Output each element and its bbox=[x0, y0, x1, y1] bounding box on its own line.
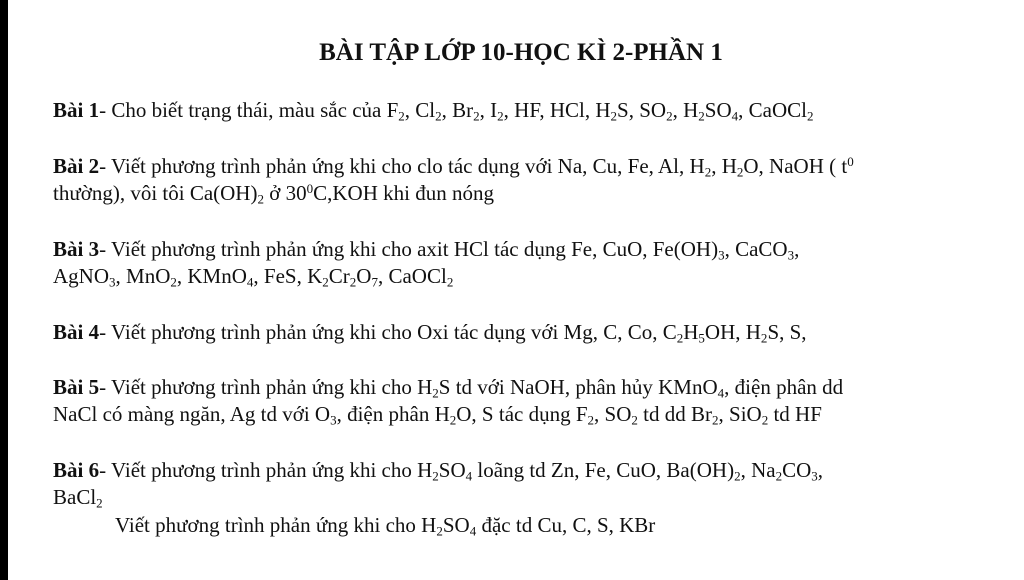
exercise-line: BaCl$_2$ bbox=[53, 485, 103, 511]
exercise-label: Bài 2 bbox=[53, 154, 100, 178]
exercise-line bbox=[53, 374, 993, 401]
exercise-5 bbox=[53, 374, 993, 428]
exercise-text: - Viết phương trình phản ứng khi cho $H_2SO_4$ loãng td Zn, Fe, CuO, $Ba(OH)_2$, $Na_2CO_3$, bbox=[99, 458, 824, 484]
exercise-text: - Viết phương trình phản ứng khi cho clo tác dụng với Na, Cu, Fe, Al, $H_2$, $H_2O$, NaOH ( $t^0$ bbox=[99, 153, 854, 180]
exercise-4 bbox=[53, 319, 993, 346]
exercise-line bbox=[53, 457, 993, 484]
exercise-label: Bài 5 bbox=[53, 375, 100, 399]
exercise-line: AgNO$_3$, MnO$_2$, KMnO$_4$, FeS, $K_2Cr_2O_7$, CaOCl$_2$ bbox=[53, 264, 454, 290]
exercise-6 bbox=[53, 457, 993, 511]
exercise-6-extra bbox=[115, 512, 1024, 539]
exercise-line: NaCl có màng ngăn, Ag td với $O_3$, điện phân $H_2O$, S tác dụng $F_2$, $SO_2$ td dd $Br_2$, SiO$_2$ td HF bbox=[53, 402, 822, 428]
exercise-label: Bài 3 bbox=[53, 237, 100, 261]
exercise-text: - Viết phương trình phản ứng khi cho $H_2S$ td với NaOH, phân hủy KMnO$_4$, điện phân dd bbox=[99, 375, 844, 401]
exercise-label: Bài 1 bbox=[53, 98, 100, 122]
exercise-line: thường), vôi tôi $Ca(OH)_2$ ở $30^0C,KOH$ khi đun nóng bbox=[53, 180, 494, 207]
exercise-line bbox=[53, 319, 993, 346]
exercise-line bbox=[53, 153, 993, 180]
exercise-text: - Cho biết trạng thái, màu sắc của $F_2$, $Cl_2$, $Br_2$, $I_2$, HF, HCl, $H_2S$, $SO_2$, $H_2SO_4$, CaOCl$_2$ bbox=[99, 98, 814, 124]
exercise-1 bbox=[53, 97, 993, 124]
exercise-2 bbox=[53, 153, 993, 207]
exercise-3 bbox=[53, 236, 993, 290]
exercise-line bbox=[53, 236, 993, 263]
exercise-line bbox=[53, 97, 993, 124]
exercise-line: Viết phương trình phản ứng khi cho $H_2SO_4$ đặc td Cu, C, S, KBr bbox=[115, 513, 656, 539]
exercise-label: Bài 4 bbox=[53, 320, 100, 344]
page-title: BÀI TẬP LỚP 10-HỌC KÌ 2-PHẦN 1 bbox=[319, 39, 723, 66]
document-page bbox=[8, 0, 1024, 580]
exercise-label: Bài 6 bbox=[53, 458, 100, 482]
exercise-text: - Viết phương trình phản ứng khi cho axit HCl tác dụng Fe, CuO, $Fe(OH)_3$, CaCO$_3$, bbox=[99, 237, 800, 263]
exercise-text: - Viết phương trình phản ứng khi cho Oxi tác dụng với Mg, C, Co, $C_2H_5OH$, $H_2S$, S, bbox=[99, 320, 807, 346]
